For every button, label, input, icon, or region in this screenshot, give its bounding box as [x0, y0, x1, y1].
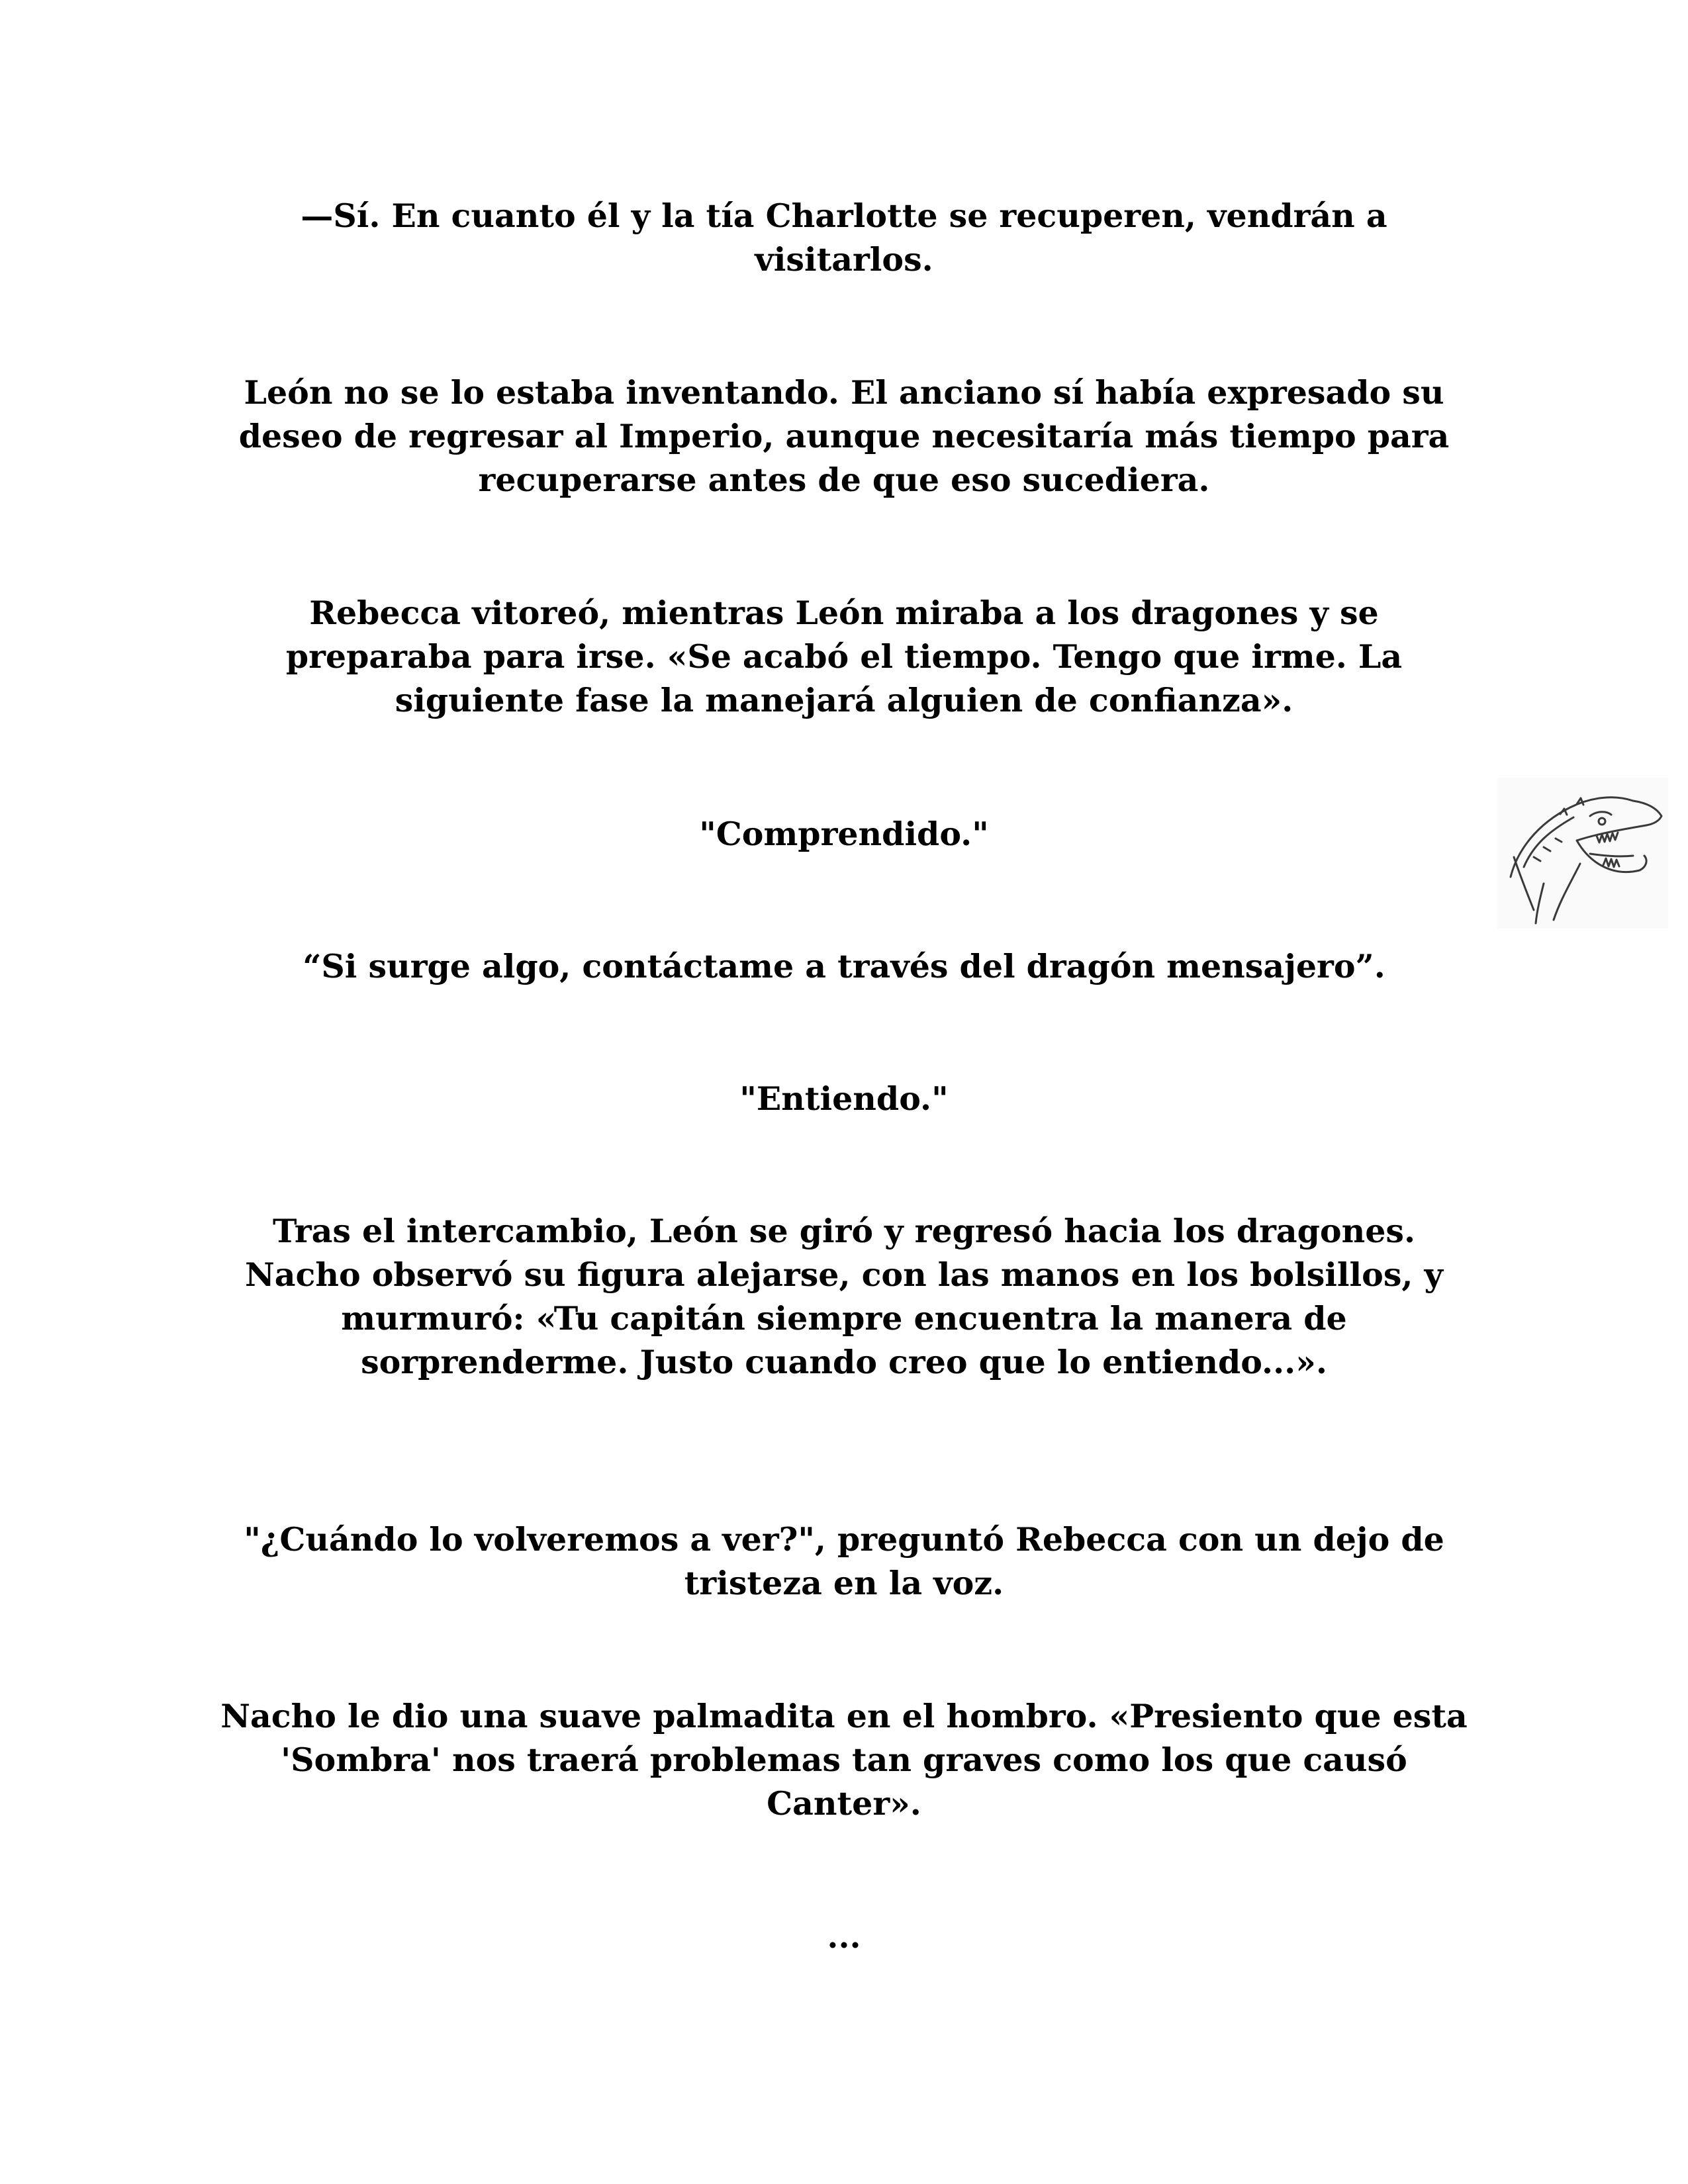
paragraph-4: "Comprendido." — [699, 815, 989, 853]
paragraph-3: Rebecca vitoreó, mientras León miraba a los dragones y se preparaba para irse. «Se acabó el tiempo. Tengo que irme. La siguiente fase la manejará alguien de confianza». — [285, 594, 1403, 719]
paragraph-10-ellipsis: ... — [827, 1917, 861, 1956]
dinosaur-head-sketch-icon — [1497, 778, 1668, 929]
paragraph-9: Nacho le dio una suave palmadita en el hombro. «Presiento que esta 'Sombra' nos traerá problemas tan graves como los que causó Canter». — [220, 1697, 1468, 1823]
paragraph-1: —Sí. En cuanto él y la tía Charlotte se recuperen, vendrán a visitarlos. — [301, 197, 1387, 279]
paragraph-7: Tras el intercambio, León se giró y regresó hacia los dragones. Nacho observó su figura alejarse, con las manos en los bolsillos, y murmuró: «Tu capitán siempre encuentra la manera de sorprenderme. Justo cuando creo que lo entiendo...». — [244, 1212, 1443, 1381]
paragraph-8: "¿Cuándo lo volveremos a ver?", preguntó Rebecca con un dejo de tristeza en la voz. — [244, 1520, 1444, 1602]
paragraph-6: "Entiendo." — [739, 1079, 949, 1118]
paragraph-5: “Si surge algo, contáctame a través del dragón mensajero”. — [303, 947, 1385, 985]
paragraph-2: León no se lo estaba inventando. El anciano sí había expresado su deseo de regresar al Imperio, aunque necesitaría más tiempo para recuperarse antes de que eso sucediera. — [238, 373, 1450, 499]
